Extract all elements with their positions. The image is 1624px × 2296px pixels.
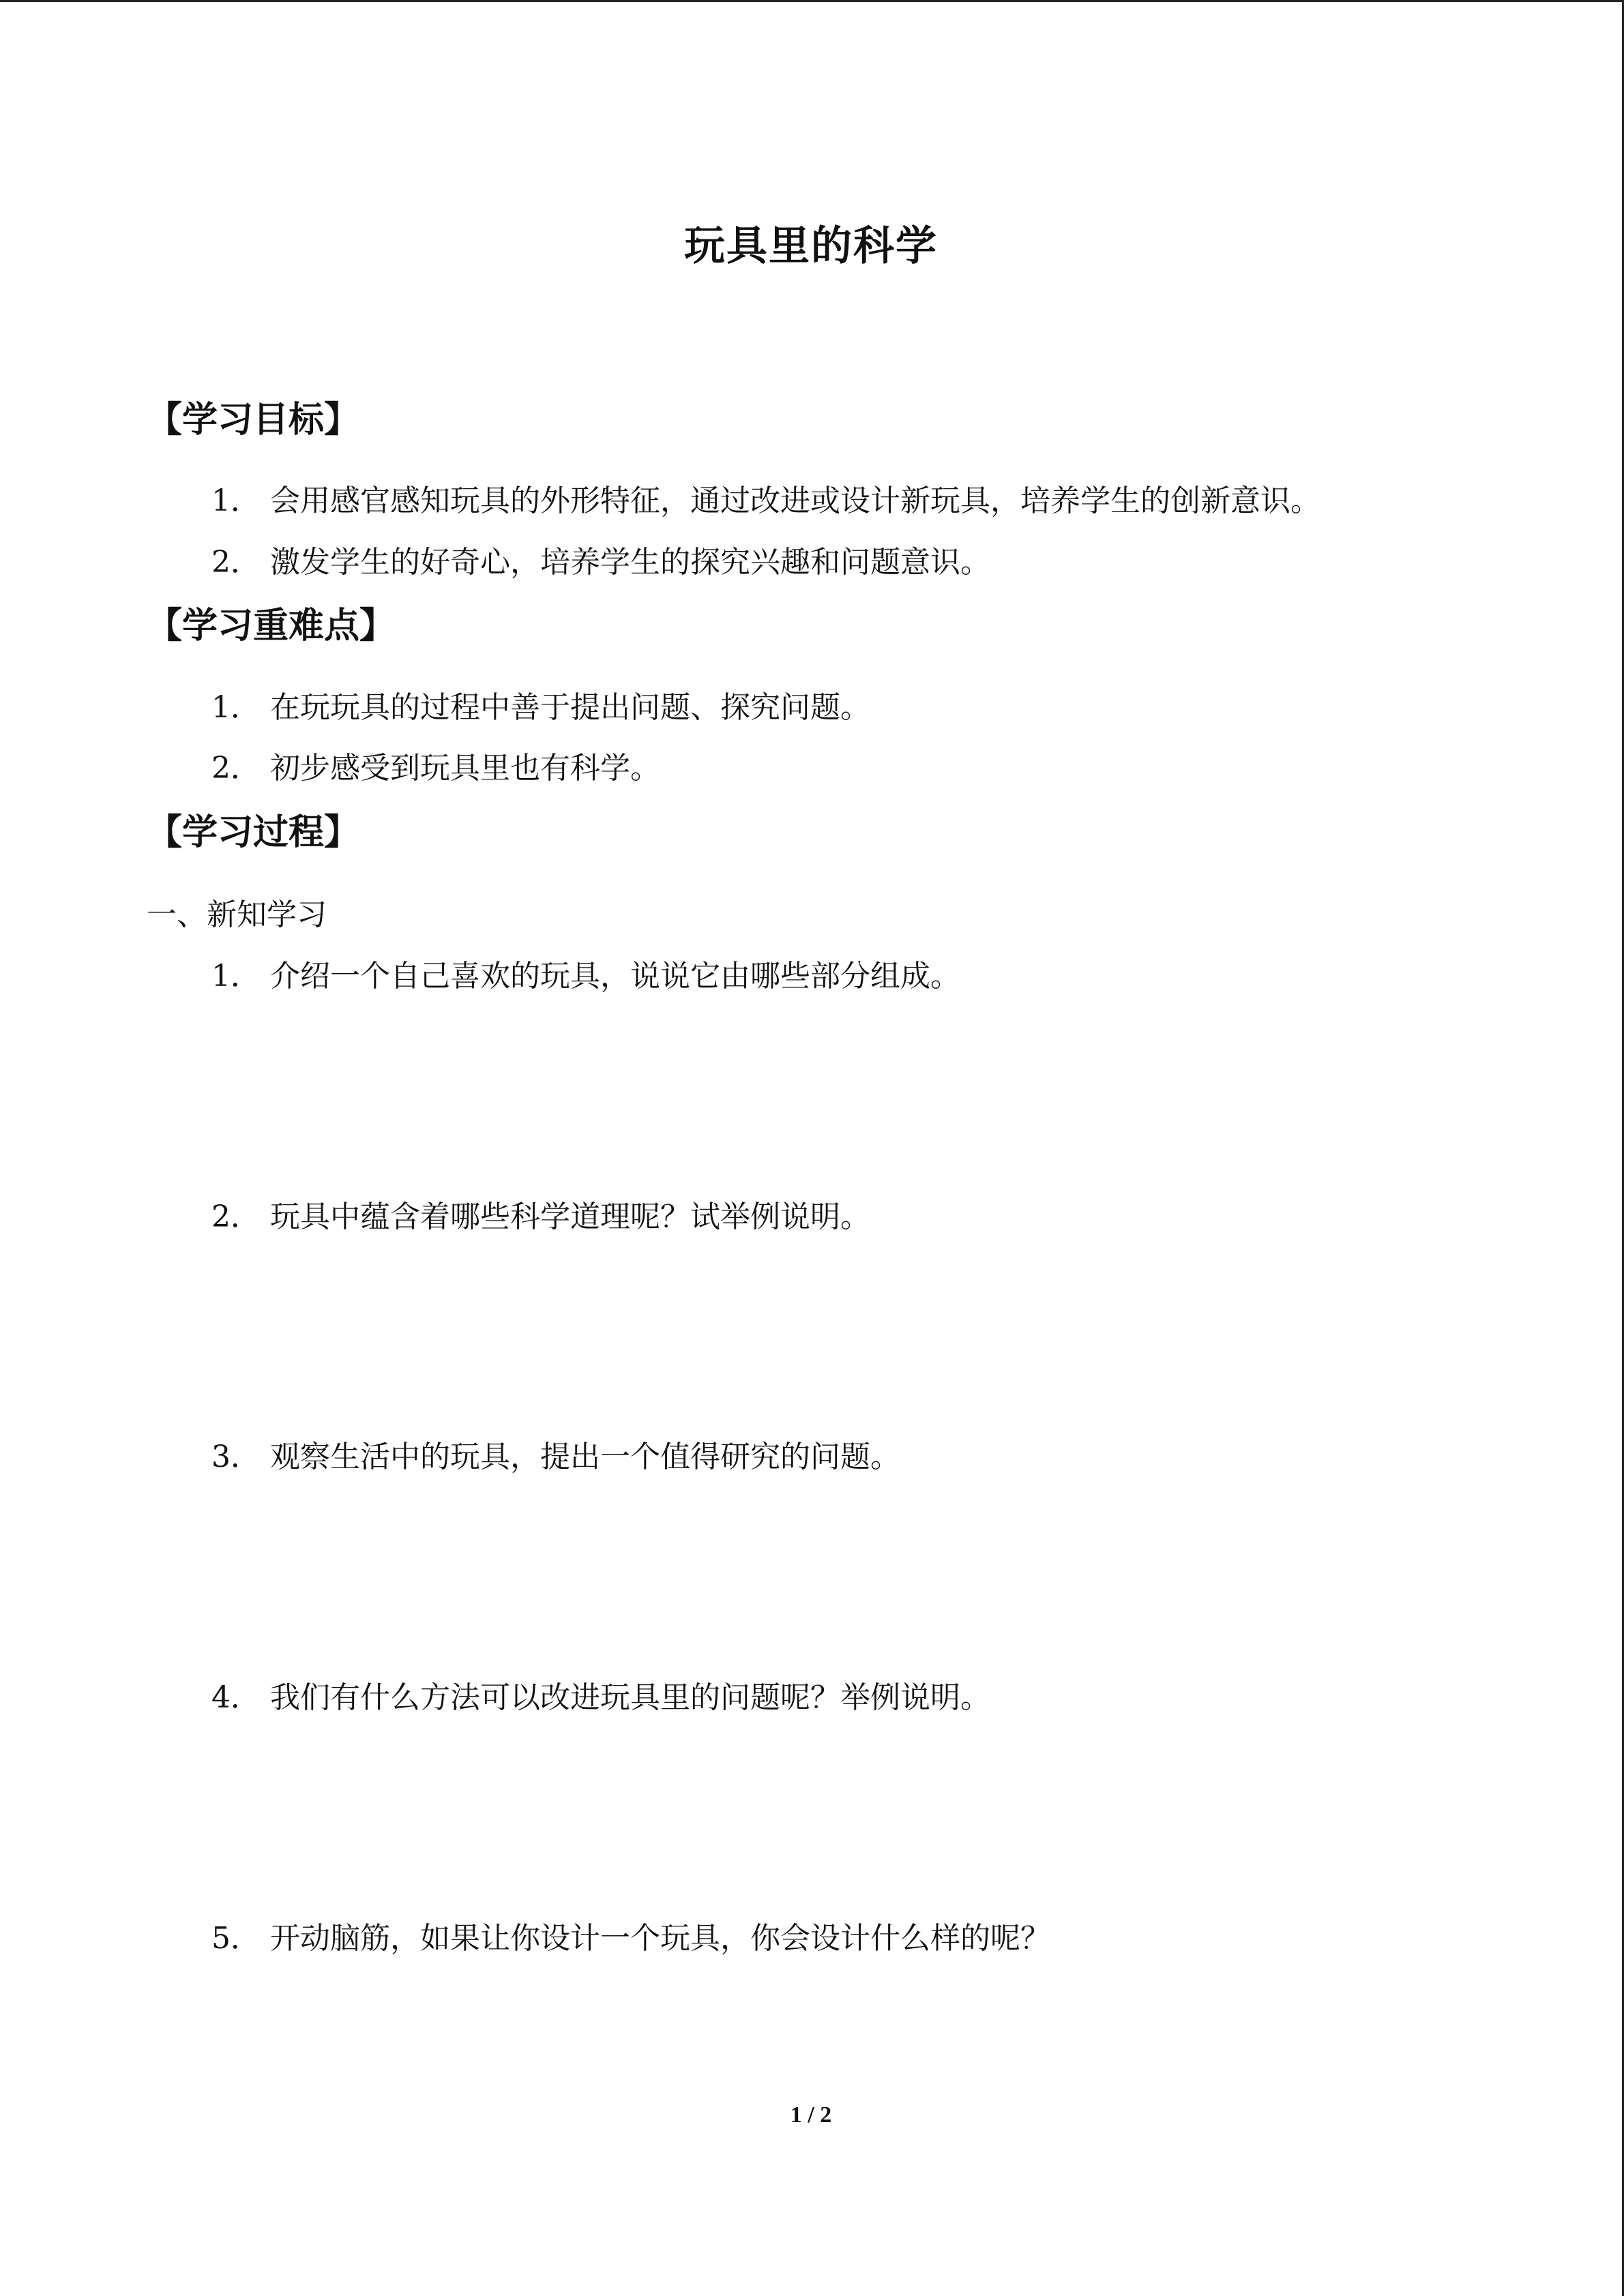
key-point-item-2 — [211, 743, 660, 787]
question-4-text: 我们有什么方法可以改进玩具里的问题呢？举例说明。 — [270, 1680, 990, 1715]
question-2-text: 玩具中蕴含着哪些科学道理呢？试举例说明。 — [270, 1199, 870, 1234]
key-point-item-1-number: 1． — [211, 690, 261, 725]
question-1-number: 1． — [211, 959, 261, 994]
question-5-text: 开动脑筋，如果让你设计一个玩具，你会设计什么样的呢？ — [270, 1921, 1050, 1956]
question-3-text: 观察生活中的玩具，提出一个值得研究的问题。 — [270, 1440, 900, 1474]
objective-item-1-text: 会用感官感知玩具的外形特征，通过改进或设计新玩具，培养学生的创新意识。 — [270, 483, 1320, 518]
objective-item-2 — [211, 537, 990, 581]
question-5-number: 5． — [211, 1921, 261, 1956]
objective-item-1 — [211, 476, 1320, 520]
key-point-item-2-text: 初步感受到玩具里也有科学。 — [270, 751, 660, 786]
page-number: 1 / 2 — [790, 2102, 832, 2128]
key-point-item-1 — [211, 683, 870, 726]
question-5 — [211, 1913, 1050, 1957]
process-subheading: 一、新知学习 — [147, 897, 327, 932]
key-point-item-1-text: 在玩玩具的过程中善于提出问题、探究问题。 — [270, 690, 870, 725]
question-3 — [211, 1432, 900, 1476]
objective-item-2-text: 激发学生的好奇心，培养学生的探究兴趣和问题意识。 — [270, 545, 990, 580]
objective-item-2-number: 2． — [211, 545, 261, 580]
question-1-text: 介绍一个自己喜欢的玩具，说说它由哪些部分组成。 — [270, 959, 960, 994]
section-heading-process: 【学习过程】 — [147, 812, 360, 853]
question-4-number: 4． — [211, 1680, 261, 1715]
question-2 — [211, 1192, 870, 1236]
question-2-number: 2． — [211, 1199, 261, 1234]
question-3-number: 3． — [211, 1440, 261, 1474]
question-1 — [211, 951, 960, 995]
question-4 — [211, 1673, 990, 1716]
section-heading-objectives: 【学习目标】 — [147, 400, 360, 441]
page-title: 玩具里的科学 — [684, 222, 938, 270]
objective-item-1-number: 1． — [211, 483, 261, 518]
key-point-item-2-number: 2． — [211, 751, 261, 786]
section-heading-key-points: 【学习重难点】 — [147, 606, 396, 646]
